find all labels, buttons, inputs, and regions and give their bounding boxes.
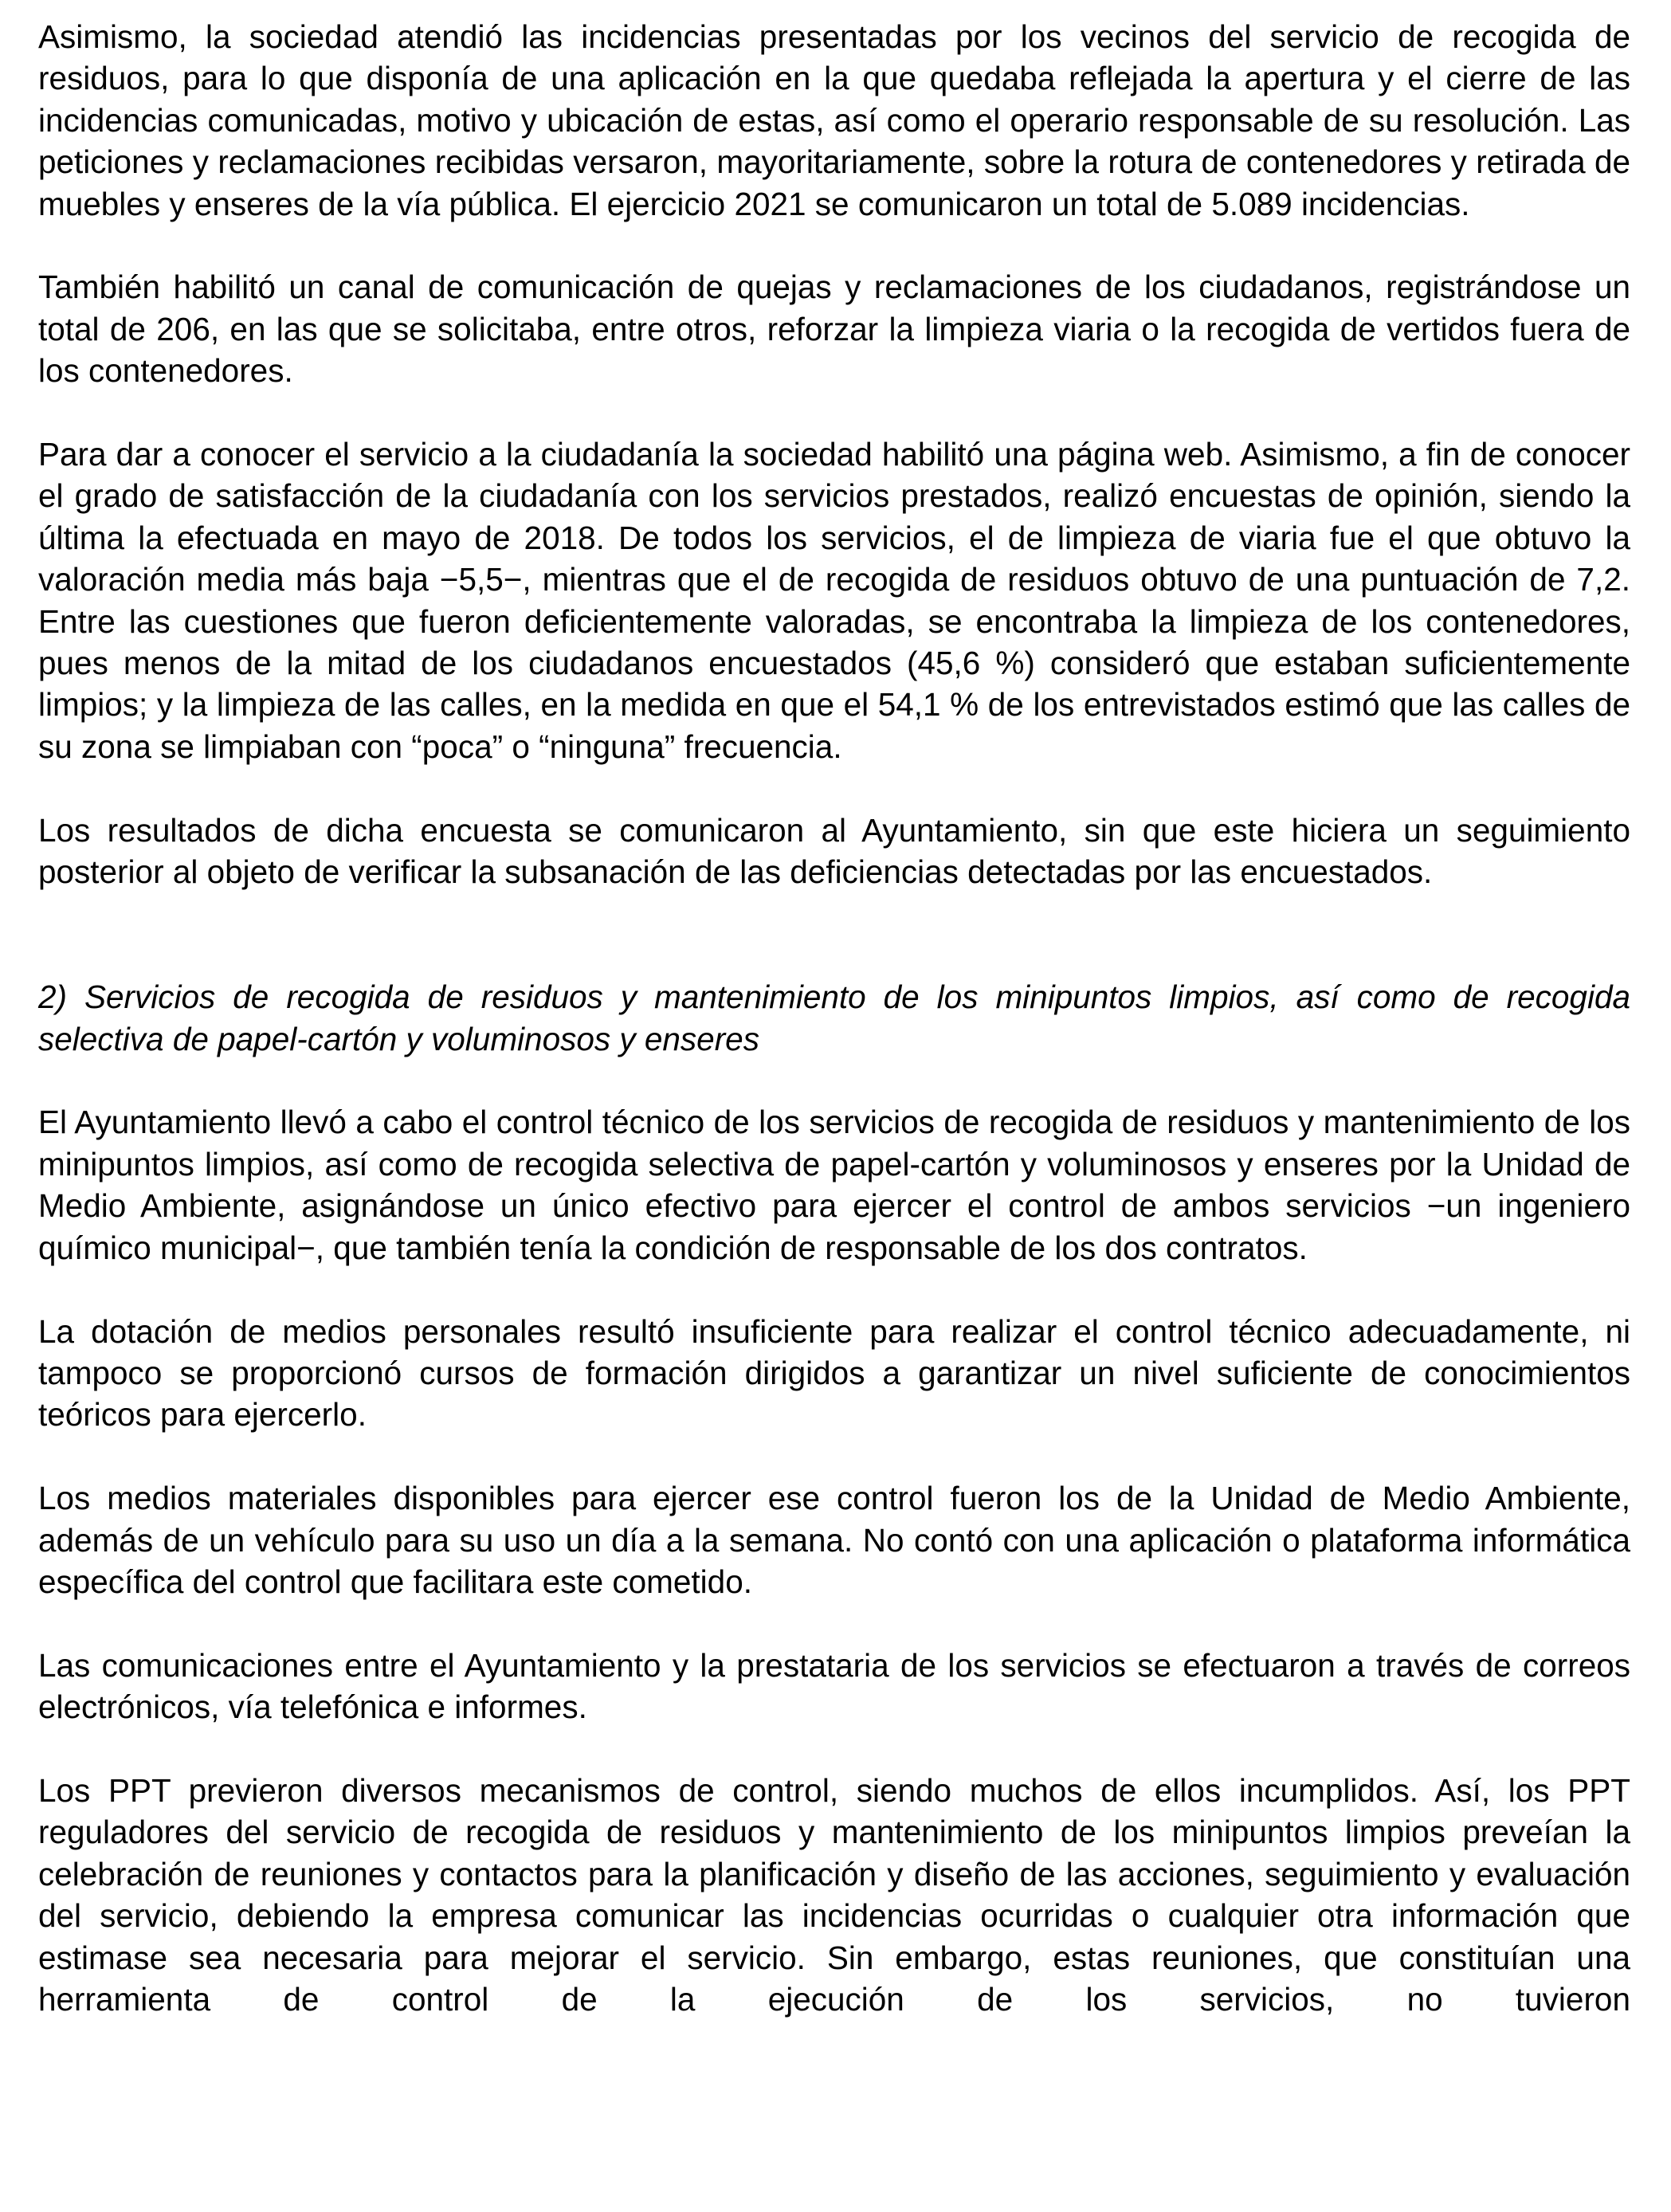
document-page	[38, 16, 1630, 2020]
section-heading: 2) Servicios de recogida de residuos y mantenimiento de los minipuntos limpios, así como de recogida selectiva de papel-cartón y voluminosos y enseres	[38, 979, 1630, 1057]
paragraph-medios-personales: La dotación de medios personales resultó insuficiente para realizar el control técnico adecuadamente, ni tampoco se proporcionó cursos de formación dirigidos a garantizar un nivel suficiente de conocimientos teóricos para ejercerlo.	[38, 1312, 1630, 1433]
paragraph-medios-materiales: Los medios materiales disponibles para ejercer ese control fueron los de la Unidad de Medio Ambiente, además de un vehículo para su uso un día a la semana. No contó con una aplicación o plataforma informática específica del control que facilitara este cometido.	[38, 1480, 1630, 1600]
paragraph-encuestas: Para dar a conocer el servicio a la ciudadanía la sociedad habilitó una página web. Asimismo, a fin de conocer el grado de satisfacción de la ciudadanía con los servicios prestados, realizó encuestas de opinión, siendo la última la efectuada en mayo de 2018. De todos los servicios, el de limpieza de viaria fue el que obtuvo la valoración media más baja −5,5−, mientras que el de recogida de residuos obtuvo de una puntuación de 7,2. Entre las cuestiones que fueron deficientemente valoradas, se encontraba la limpieza de los contenedores, pues menos de la mitad de los ciudadanos encuestados (45,6 %) consideró que estaban suficientemente limpios; y la limpieza de las calles, en la medida en que el 54,1 % de los entrevistados estimó que las calles de su zona se limpiaban con “poca” o “ninguna” frecuencia.	[38, 436, 1630, 765]
paragraph-incidencias: Asimismo, la sociedad atendió las incidencias presentadas por los vecinos del servicio de recogida de residuos, para lo que disponía de una aplicación en la que quedaba reflejada la apertura y el cierre de las incidencias comunicadas, motivo y ubicación de estas, así como el operario responsable de su resolución. Las peticiones y reclamaciones recibidas versaron, mayoritariamente, sobre la rotura de contenedores y retirada de muebles y enseres de la vía pública. El ejercicio 2021 se comunicaron un total de 5.089 incidencias.	[38, 18, 1630, 222]
paragraph-resultados-encuesta: Los resultados de dicha encuesta se comunicaron al Ayuntamiento, sin que este hiciera un seguimiento posterior al objeto de verificar la subsanación de las deficiencias detectadas por las encuestados.	[38, 811, 1630, 891]
paragraph-quejas: También habilitó un canal de comunicación de quejas y reclamaciones de los ciudadanos, registrándose un total de 206, en las que se solicitaba, entre otros, reforzar la limpieza viaria o la recogida de vertidos fuera de los contenedores.	[38, 269, 1630, 390]
paragraph-ppt-mecanismos: Los PPT previeron diversos mecanismos de control, siendo muchos de ellos incumplidos. Así, los PPT reguladores del servicio de recogida de residuos y mantenimiento de los minipuntos limpios preveían la celebración de reuniones y contactos para la planificación y diseño de las acciones, seguimiento y evaluación del servicio, debiendo la empresa comunicar las incidencias ocurridas o cualquier otra información que estimase sea necesaria para mejorar el servicio. Sin embargo, estas reuniones, que constituían una herramienta de control de la ejecución de los servicios, no tuvieron	[38, 1771, 1630, 2018]
paragraph-control-tecnico: El Ayuntamiento llevó a cabo el control técnico de los servicios de recogida de residuos y mantenimiento de los minipuntos limpios, así como de recogida selectiva de papel-cartón y voluminosos y enseres por la Unidad de Medio Ambiente, asignándose un único efectivo para ejercer el control de ambos servicios −un ingeniero químico municipal−, que también tenía la condición de responsable de los dos contratos.	[38, 1104, 1630, 1266]
paragraph-comunicaciones: Las comunicaciones entre el Ayuntamiento y la prestataria de los servicios se efectuaron a través de correos electrónicos, vía telefónica e informes.	[38, 1646, 1630, 1726]
